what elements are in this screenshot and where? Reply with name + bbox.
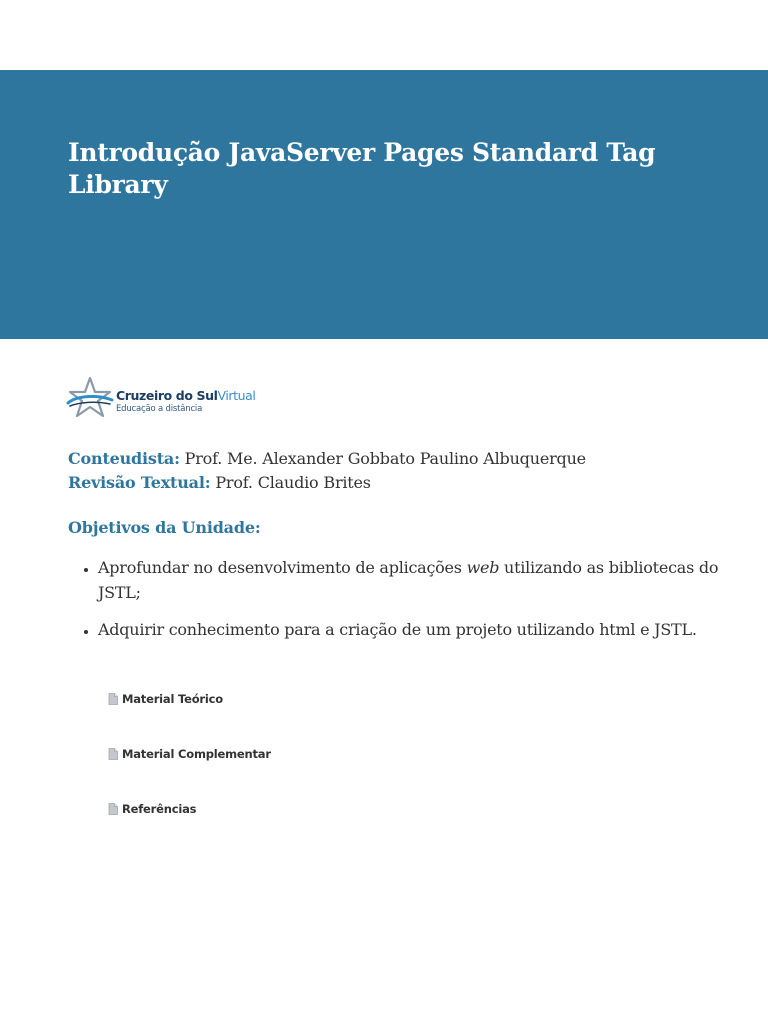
header-banner [0, 70, 768, 339]
review-line [68, 471, 586, 495]
material-complementar-label: Material Complementar [122, 747, 271, 761]
document-icon [108, 803, 118, 815]
document-icon [108, 748, 118, 760]
logo-name-part1: Cruzeiro do Sul [116, 388, 218, 403]
objective-item [98, 555, 738, 605]
objective-item [98, 617, 738, 642]
objective-text-start: Aprofundar no desenvolvimento de aplicações [98, 558, 467, 577]
referencias-link[interactable] [108, 799, 271, 819]
objectives-list [68, 555, 738, 654]
material-teorico-label: Material Teórico [122, 692, 223, 706]
author-value: Prof. Me. Alexander Gobbato Paulino Albuquerque [184, 449, 586, 468]
objective-text-emphasis: web [466, 558, 500, 577]
review-label: Revisão Textual: [68, 473, 211, 492]
document-icon [108, 693, 118, 705]
material-complementar-link[interactable] [108, 744, 271, 764]
institution-logo [66, 376, 256, 420]
review-value: Prof. Claudio Brites [215, 473, 371, 492]
star-orbit-logo-icon [66, 376, 114, 420]
objectives-heading: Objetivos da Unidade: [68, 518, 261, 537]
author-line [68, 447, 586, 471]
material-teorico-link[interactable] [108, 689, 271, 709]
logo-name-part2: Virtual [217, 388, 256, 403]
credits-block [68, 447, 586, 495]
referencias-label: Referências [122, 802, 197, 816]
author-label: Conteudista: [68, 449, 180, 468]
objective-text: Adquirir conhecimento para a criação de um projeto utilizando html e JSTL. [98, 620, 697, 639]
unit-links [108, 689, 271, 854]
logo-wordmark [116, 388, 256, 403]
objective-text-end: utilizando as bibliotecas do JSTL; [98, 558, 719, 602]
logo-tagline: Educação a distância [116, 404, 203, 414]
page-title: Introdução JavaServer Pages Standard Tag Library [68, 138, 656, 199]
